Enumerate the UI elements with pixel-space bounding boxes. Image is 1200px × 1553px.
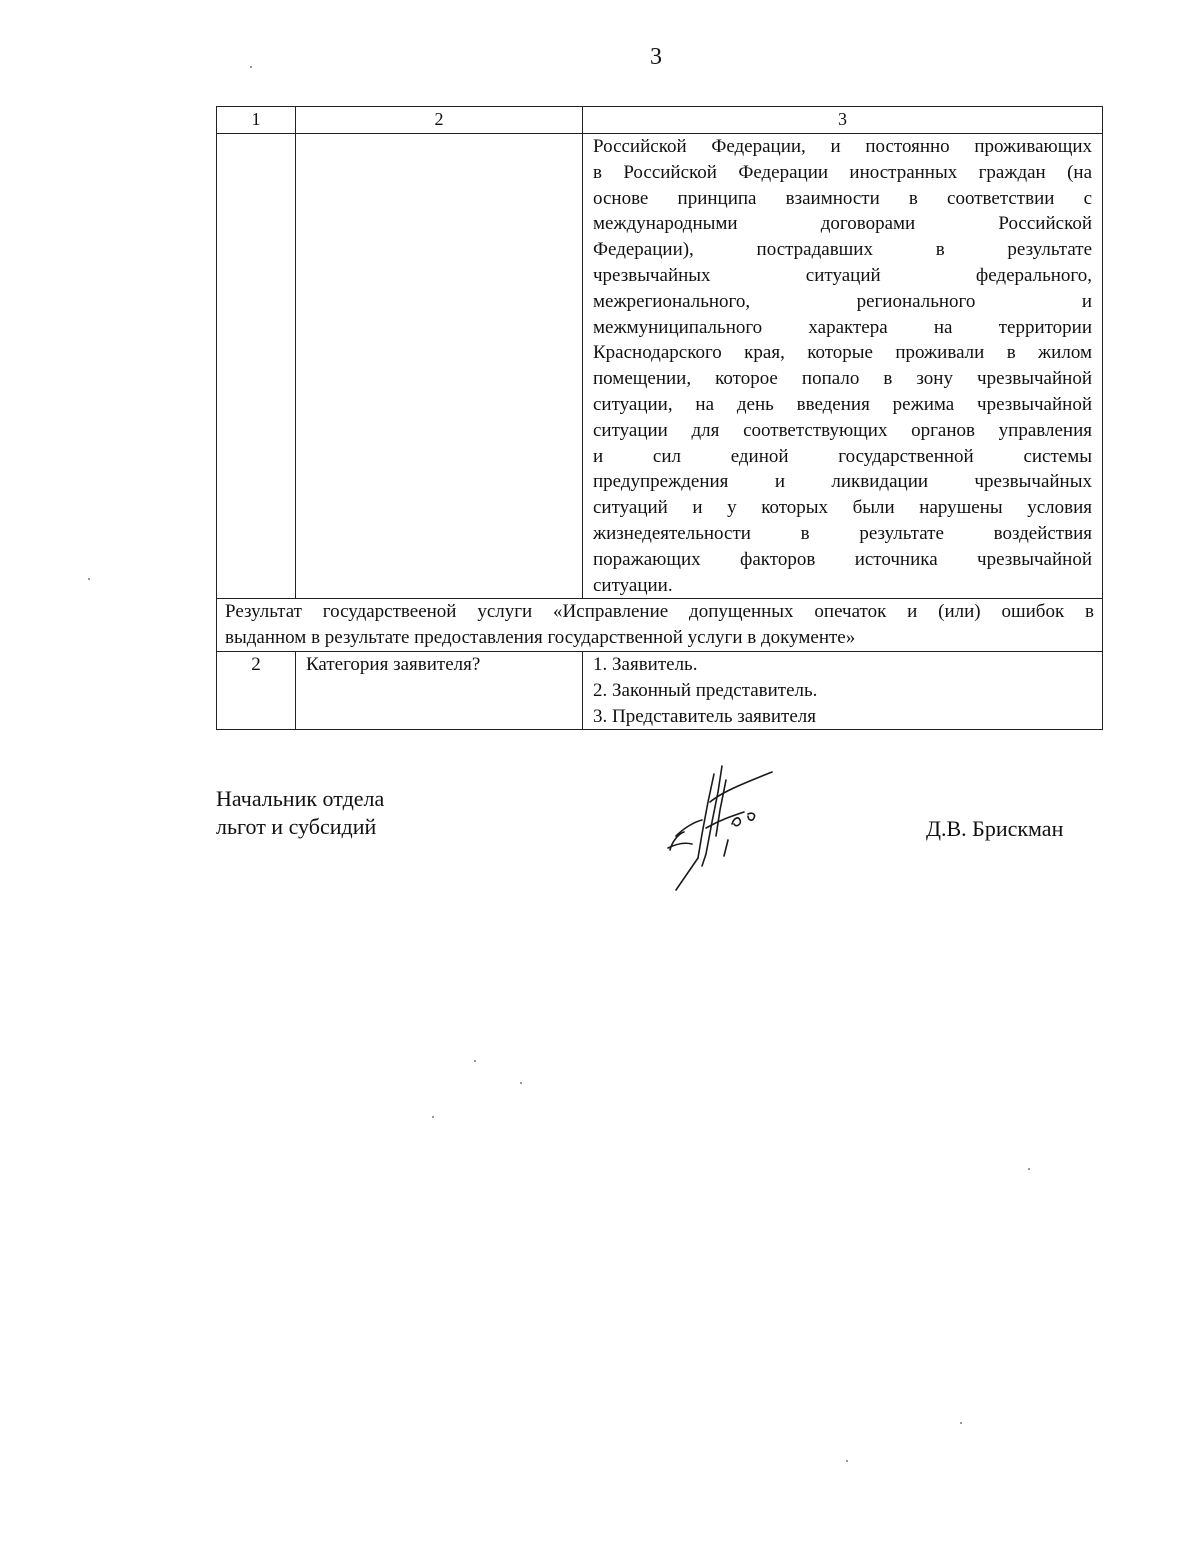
- section-row: [217, 599, 1103, 652]
- handwritten-signature: [662, 762, 782, 892]
- text-line: международными договорами Российской: [593, 213, 1092, 235]
- option-item: 3. Представитель заявителя: [593, 705, 817, 727]
- header-cell-3: 3: [583, 107, 1103, 134]
- scan-speck: [1028, 1168, 1030, 1170]
- option-item: 2. Законный представитель.: [593, 679, 818, 701]
- option-item: 1. Заявитель.: [593, 653, 698, 675]
- scan-speck: [474, 1060, 476, 1062]
- text-line: межмуниципального характера на территории: [593, 316, 1092, 338]
- text-line: Российской Федерации, и постоянно проживающих: [593, 136, 1092, 157]
- continuation-cell-number: [217, 134, 296, 599]
- page-number: 3: [650, 44, 662, 70]
- continuation-cell-question: [296, 134, 583, 599]
- text-line: ситуаций и у которых были нарушены условия: [593, 497, 1092, 519]
- header-cell-2: 2: [296, 107, 583, 134]
- continuation-text-block: [593, 134, 1092, 598]
- question-row: [217, 651, 1103, 729]
- question-options-cell: [583, 651, 1103, 729]
- continuation-cell-text: [583, 134, 1103, 599]
- text-line: чрезвычайных ситуаций федерального,: [593, 264, 1092, 286]
- text-line: Федерации), пострадавших в результате: [593, 239, 1092, 261]
- text-line: предупреждения и ликвидации чрезвычайных: [593, 471, 1092, 493]
- signatory-position-line: льгот и субсидий: [216, 814, 377, 839]
- text-line: жизнедеятельности в результате воздействия: [593, 522, 1092, 544]
- signatory-position: [216, 785, 384, 841]
- section-heading-line: Результат государствееной услуги «Исправление допущенных опечаток и (или) ошибок в: [225, 601, 1094, 623]
- scan-speck: [960, 1422, 962, 1424]
- text-line: Краснодарского края, которые проживали в жилом: [593, 342, 1092, 364]
- signatory-name: Д.В. Брискман: [926, 816, 1064, 841]
- text-line: ситуации, на день введения режима чрезвычайной: [593, 393, 1092, 415]
- text-line: в Российской Федерации иностранных граждан (на: [593, 161, 1092, 183]
- text-line: ситуации для соответствующих органов управления: [593, 419, 1092, 441]
- text-line: поражающих факторов источника чрезвычайной: [593, 548, 1092, 570]
- scan-speck: [432, 1116, 434, 1118]
- question-number-cell: 2: [217, 651, 296, 729]
- document-table: [216, 106, 1103, 730]
- text-line: и сил единой государственной системы: [593, 445, 1092, 467]
- scan-speck: [250, 66, 252, 68]
- text-line: помещении, которое попало в зону чрезвычайной: [593, 368, 1092, 390]
- question-text-cell: Категория заявителя?: [296, 651, 583, 729]
- header-cell-1: 1: [217, 107, 296, 134]
- text-line: ситуации.: [593, 574, 673, 596]
- continuation-row: [217, 134, 1103, 599]
- table-header-row: [217, 107, 1103, 134]
- scan-speck: [520, 1082, 522, 1084]
- text-line: межрегионального, регионального и: [593, 290, 1092, 312]
- scan-speck: [88, 578, 90, 580]
- text-line: основе принципа взаимности в соответствии с: [593, 187, 1092, 209]
- section-heading-line: выданном в результате предоставления государственной услуги в документе»: [225, 627, 856, 649]
- section-heading-cell: [217, 599, 1103, 652]
- signatory-position-line: Начальник отдела: [216, 786, 385, 811]
- scan-speck: [846, 1460, 848, 1462]
